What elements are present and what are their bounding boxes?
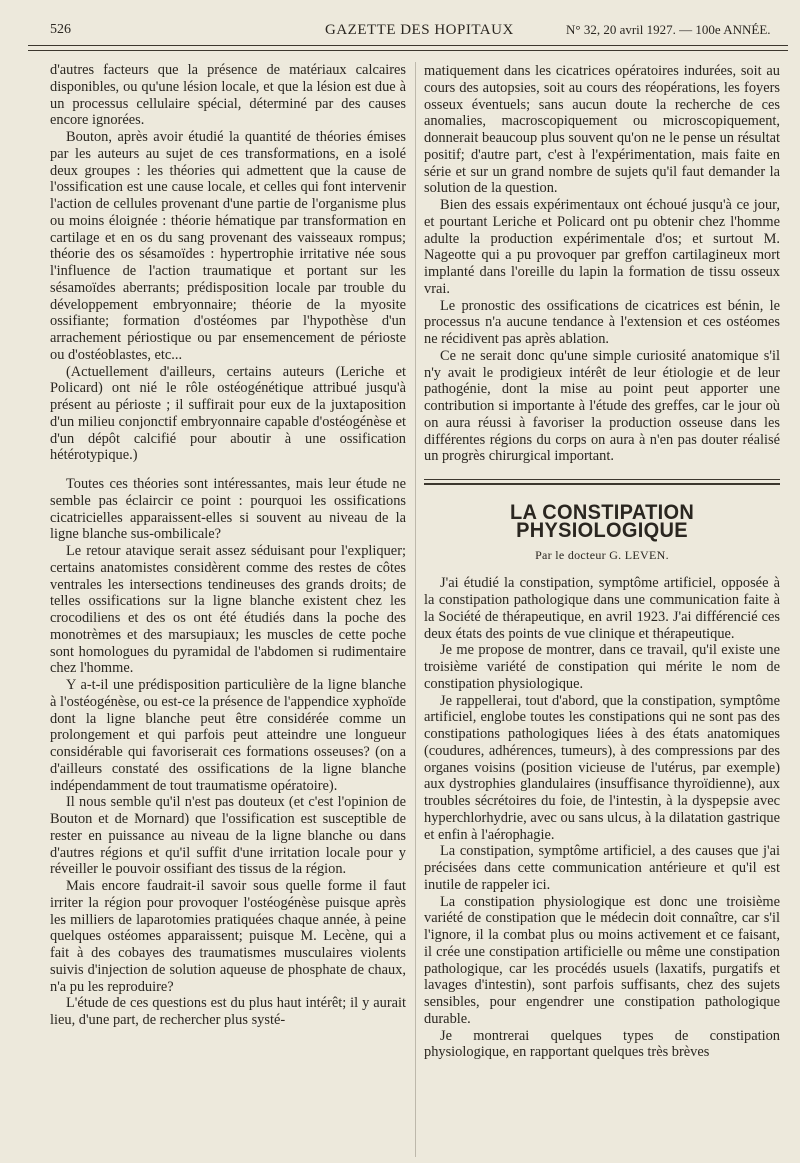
issue-info: N° 32, 20 avril 1927. — 100e ANNÉE. bbox=[566, 22, 771, 37]
header-rule bbox=[28, 45, 788, 46]
paragraph: matiquement dans les cicatrices opératoires indurées, soit au cours des autopsies, soit au cours des réopérations, les foyers osseux éventuels; sans aucun doute la recherche de ces anomalies, macroscopiquement ou microscopiquement, donnerait beaucoup plus souvent qu'on ne le pense un résultat positif; d'autre part, c'est à l'expérimentation, mais faite en série et sur un grand nombre de sujets qu'il faut demander la solution de la question. bbox=[424, 63, 780, 197]
paragraph: Bouton, après avoir étudié la quantité de théories émises par les auteurs au sujet de ces transformations, en a isolé deux groupes : les théories qui admettent que la cause de l'ossification est une cause locale, et celles qui font intervenir l'action de cellules provenant d'une partie de l'organisme plus ou moins éloignée : théorie hématique par transformation en cartilage et en os du sang provenant des vaisseaux rompus; théorie des os sésamoïdes : hypertrophie irritative née sous l'influence de l'action traumatique et portant sur les sésamoïdes aberrants; prédisposition locale par trouble du développement embryonnaire; théorie de la myosite ossifiante; formation d'ostéomes par l'hypothèse d'un arrachement périostique ou par ensemencement de périoste ou d'ostéoblastes, etc... bbox=[50, 129, 406, 363]
paragraph: J'ai étudié la constipation, symptôme artificiel, opposée à la constipation pathologique dans une communication faite à la Société de thérapeutique, en avril 1923. J'ai différencié ces deux états des points de vue clinique et thérapeutique. bbox=[424, 575, 780, 642]
header-rule-thin bbox=[28, 50, 788, 51]
paragraph: d'autres facteurs que la présence de matériaux calcaires disponibles, ou qu'une lésion locale, et que la lésion est due à un processus cellulaire spécial, déterminé par des causes encore ignorées. bbox=[50, 62, 406, 129]
right-column bbox=[424, 63, 780, 1061]
running-title: GAZETTE DES HOPITAUX bbox=[325, 22, 514, 38]
paragraph: Je me propose de montrer, dans ce travail, qu'il existe une troisième variété de constipation qui mérite le nom de constipation physiologique. bbox=[424, 642, 780, 692]
paragraph: (Actuellement d'ailleurs, certains auteurs (Leriche et Policard) ont nié le rôle ostéogénétique attribué jusqu'à présent au périoste ; il suffirait pour eux de la juxtaposition d'un milieu conjonctif embryonnaire capable d'ostéogénèse et d'un dépôt calcifié pour aboutir à une ossification hétérotypique.) bbox=[50, 363, 406, 464]
column-separator bbox=[415, 62, 416, 1157]
page-number: 526 bbox=[50, 22, 71, 37]
spacer bbox=[50, 464, 406, 476]
paragraph: La constipation, symptôme artificiel, a des causes que j'ai précisées dans cette communication antérieure et qu'il est inutile de rappeler ici. bbox=[424, 843, 780, 893]
paragraph: Toutes ces théories sont intéressantes, mais leur étude ne semble pas éclaircir ce point : pourquoi les ossifications cicatricielles apparaissent-elles si souvent au niveau de la ligne blanche sus-ombilicale? bbox=[50, 476, 406, 543]
article-title: LA CONSTIPATION PHYSIOLOGIQUE bbox=[509, 500, 695, 543]
article-separator-rule-thick bbox=[424, 483, 780, 485]
paragraph: Bien des essais expérimentaux ont échoué jusqu'à ce jour, et pourtant Leriche et Policard ont pu obtenir chez l'homme adulte la production expérimentale d'os; et surtout M. Nageotte qui a pu provoquer par greffon cartilagineux mort implanté dans l'oreille du lapin la formation de tissu osseux vrai. bbox=[424, 197, 780, 297]
paragraph: Le retour atavique serait assez séduisant pour l'expliquer; certains anatomistes considèrent comme des restes de côtes ventrales les intersections tendineuses des grands droits; de telles ossifications sur la ligne blanche existent chez les crocodiliens et des os ont été étudiés dans la poche des monotrèmes et des marsupiaux; les muscles de cette poche sont homologues du pyramidal de l'abdomen si rudimentaire chez l'homme. bbox=[50, 543, 406, 677]
paragraph: L'étude de ces questions est du plus haut intérêt; il y aurait lieu, d'une part, de rechercher plus systé- bbox=[50, 995, 406, 1028]
paragraph: La constipation physiologique est donc une troisième variété de constipation que le médecin doit connaître, car s'il l'ignore, il la combat plus ou moins activement et ce faisant, il crée une constipation artificielle ou même une constipation pathologique, car les procédés usuels (laxatifs, purgatifs et lavages d'intestin), sont parfois suffisants, chez des sujets sensibles, pour engendrer une constipation pathologique durable. bbox=[424, 893, 780, 1027]
paragraph: Je montrerai quelques types de constipation physiologique, en rapportant quelques très brèves bbox=[424, 1027, 780, 1061]
paragraph: Je rappellerai, tout d'abord, que la constipation, symptôme artificiel, englobe toutes les constipations qui ne sont pas des constipations pathologiques liées à des états anatomiques (coudures, adhérences, tumeurs), à des compressions par des organes voisins (position vicieuse de l'utérus, par exemple) aux dystrophies glandulaires (insuffisance thyroïdienne), aux troubles sécrétoires du foie, de l'intestin, à la dyspepsie avec hyperchlorhydrie, avec ou sans ulcus, à la dilatation gastrique et enfin à l'aérophagie. bbox=[424, 692, 780, 843]
article-separator-rule bbox=[424, 479, 780, 480]
article-byline: Par le docteur G. LEVEN. bbox=[535, 547, 669, 562]
paragraph: Y a-t-il une prédisposition particulière de la ligne blanche à l'ostéogénèse, ou est-ce la présence de l'appendice xyphoïde dont la ligne blanche peut être considérée comme un prolongement et qui parfois peut atteindre une longueur considérable qui favoriserait ces formations osseuses? (on a d'ailleurs constaté des ossifications de la ligne blanche indépendamment de tout traumatisme opératoire). bbox=[50, 677, 406, 794]
page-header bbox=[0, 0, 800, 52]
left-column bbox=[50, 62, 406, 1029]
paragraph: Il nous semble qu'il n'est pas douteux (et c'est l'opinion de Bouton et de Mornard) que l'ossification est susceptible de rester en puissance au niveau de la ligne blanche ou dans d'autres régions et qu'il suffit d'une irritation locale pour y réveiller le pouvoir ossifiant des tissus de la région. bbox=[50, 794, 406, 878]
paragraph: Mais encore faudrait-il savoir sous quelle forme il faut irriter la région pour provoquer l'ostéogénèse puisque après les milliers de laparotomies pratiquées chaque année, à peine quelques ostéomes apparaissent; puisque M. Lecène, qui a fait à des cobayes des traumatismes musculaires violents suivis d'injection de solution aqueuse de phosphate de chaux, n'a pu les reproduire? bbox=[50, 878, 406, 995]
paragraph: Ce ne serait donc qu'une simple curiosité anatomique s'il n'y avait le prodigieux intérêt de leur étiologie et de leur pathogénie, dont la mise au point peut apporter une contribution si importante à l'étude des greffes, car le jour où on aura réussi à favoriser la production osseuse dans les différentes régions du corps on aura à n'en pas douter réalisé un progrès chirurgical important. bbox=[424, 347, 780, 465]
paragraph: Le pronostic des ossifications de cicatrices est bénin, le processus n'a aucune tendance à l'extension et ces ostéomes ne récidivent pas après ablation. bbox=[424, 297, 780, 347]
